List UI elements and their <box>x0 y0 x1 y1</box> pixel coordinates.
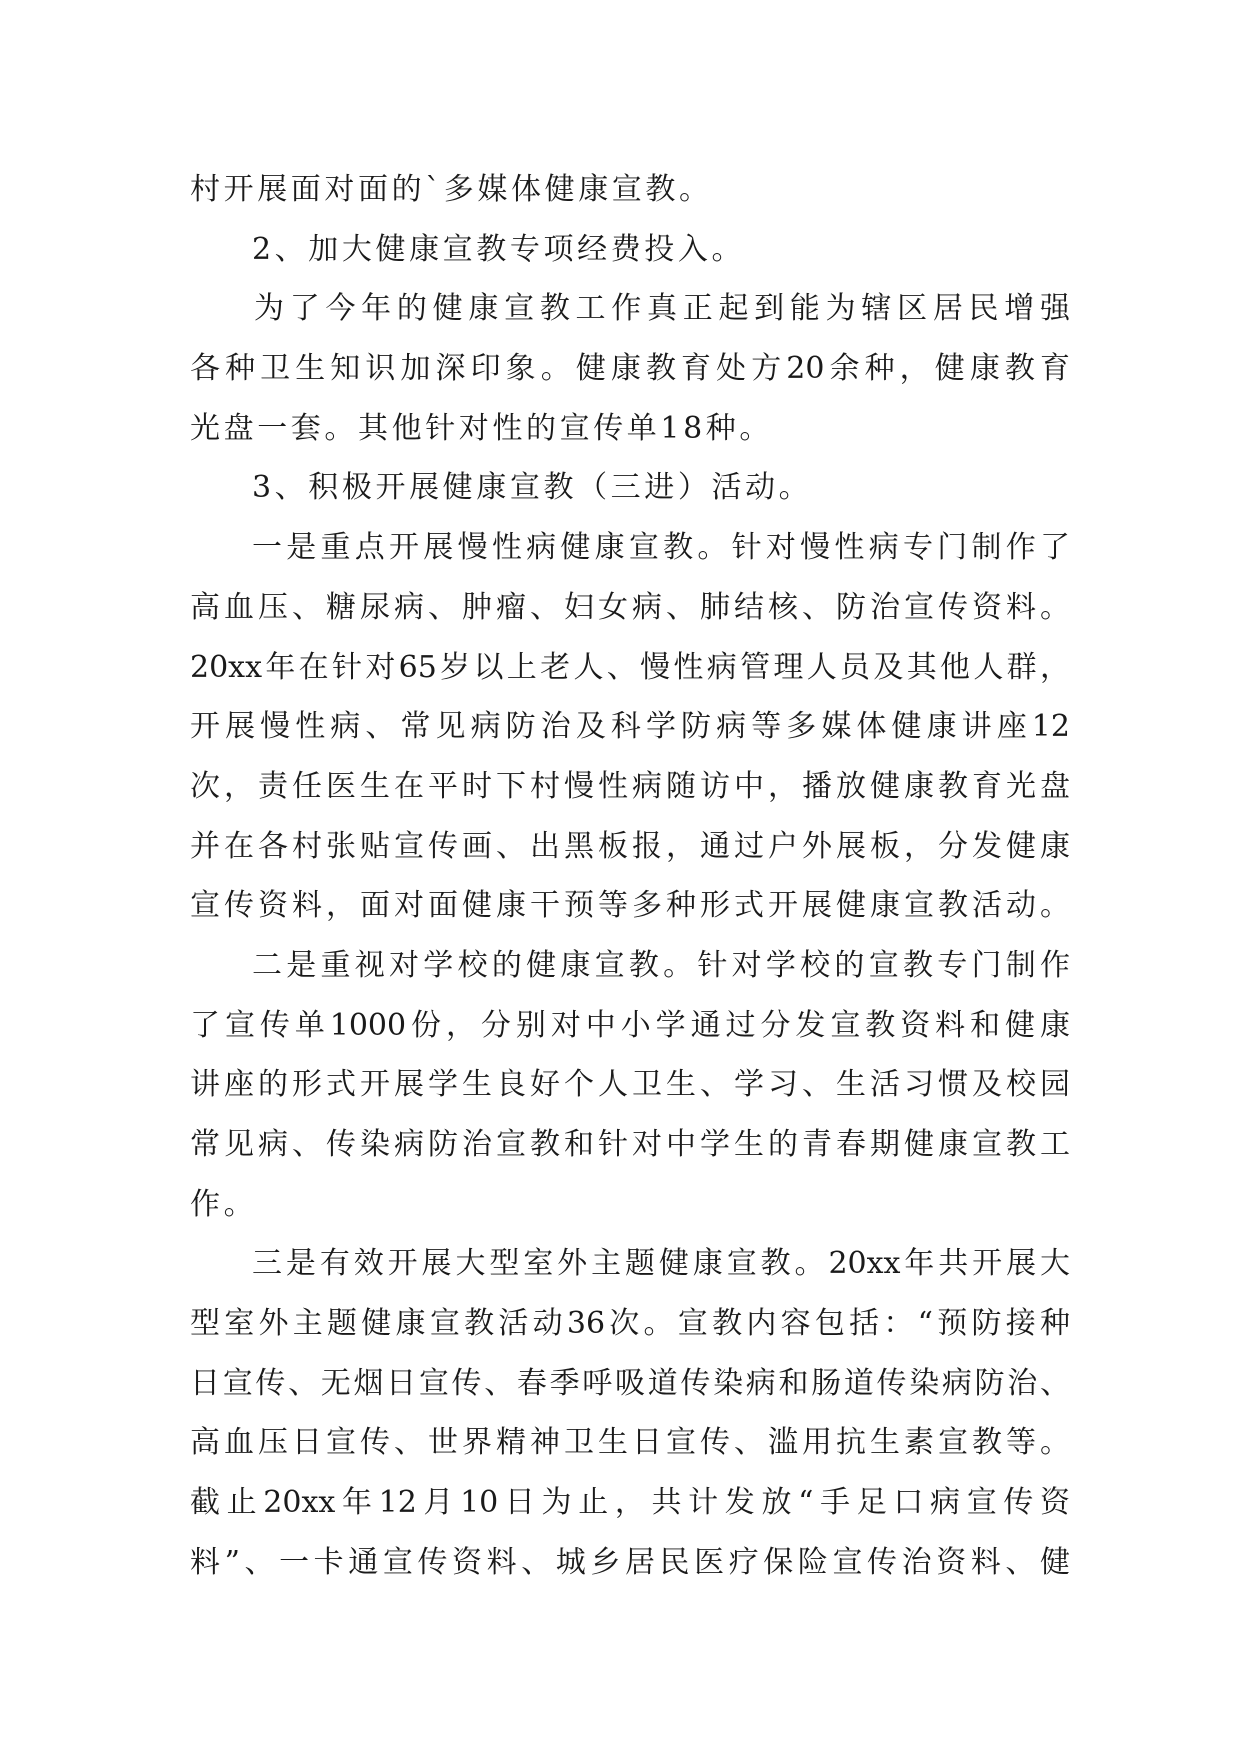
section-heading-3: 3、积极开展健康宣教（三进）活动。 <box>252 470 813 506</box>
text-line: 型室外主题健康宣教活动36次。宣教内容包括：“预防接种 <box>190 1306 1070 1342</box>
text-line: 高血压日宣传、世界精神卫生日宣传、滥用抗生素宣教等。 <box>190 1425 1070 1461</box>
text-line: 日宣传、无烟日宣传、春季呼吸道传染病和肠道传染病防治、 <box>190 1365 1070 1401</box>
text-line: 二是重视对学校的健康宣教。针对学校的宣教专门制作 <box>252 947 1070 983</box>
text-line: 各种卫生知识加深印象。健康教育处方20余种，健康教育 <box>190 351 1070 387</box>
text-line: 为了今年的健康宣教工作真正起到能为辖区居民增强 <box>254 291 1070 327</box>
text-line: 三是有效开展大型室外主题健康宣教。20xx年共开展大 <box>252 1246 1070 1282</box>
text-line: 20xx年在针对65岁以上老人、慢性病管理人员及其他人群， <box>190 649 1070 685</box>
text-line: 宣传资料，面对面健康干预等多种形式开展健康宣教活动。 <box>190 888 1070 924</box>
section-heading-2: 2、加大健康宣教专项经费投入。 <box>252 231 746 267</box>
body-text <box>190 160 1070 1593</box>
text-line: 高血压、糖尿病、肿瘤、妇女病、肺结核、防治宣传资料。 <box>190 589 1070 625</box>
text-line: 了宣传单1000份，分别对中小学通过分发宣教资料和健康 <box>190 1007 1070 1043</box>
text-line: 次，责任医生在平时下村慢性病随访中，播放健康教育光盘 <box>190 768 1070 804</box>
text-line: 截止20xx年12月10日为止，共计发放“手足口病宣传资 <box>190 1485 1070 1521</box>
text-line: 常见病、传染病防治宣教和针对中学生的青春期健康宣教工 <box>190 1127 1070 1162</box>
text-line: 讲座的形式开展学生良好个人卫生、学习、生活习惯及校园 <box>190 1067 1070 1103</box>
text-line: 村开展面对面的`多媒体健康宣教。 <box>190 172 713 207</box>
text-line: 一是重点开展慢性病健康宣教。针对慢性病专门制作了 <box>252 530 1070 566</box>
text-line: 光盘一套。其他针对性的宣传单18种。 <box>190 410 773 446</box>
text-line: 料”、一卡通宣传资料、城乡居民医疗保险宣传治资料、健 <box>190 1544 1070 1580</box>
text-line: 并在各村张贴宣传画、出黑板报，通过户外展板，分发健康 <box>190 828 1070 864</box>
text-line: 作。 <box>190 1186 258 1222</box>
text-line: 开展慢性病、常见病防治及科学防病等多媒体健康讲座12 <box>190 709 1070 745</box>
